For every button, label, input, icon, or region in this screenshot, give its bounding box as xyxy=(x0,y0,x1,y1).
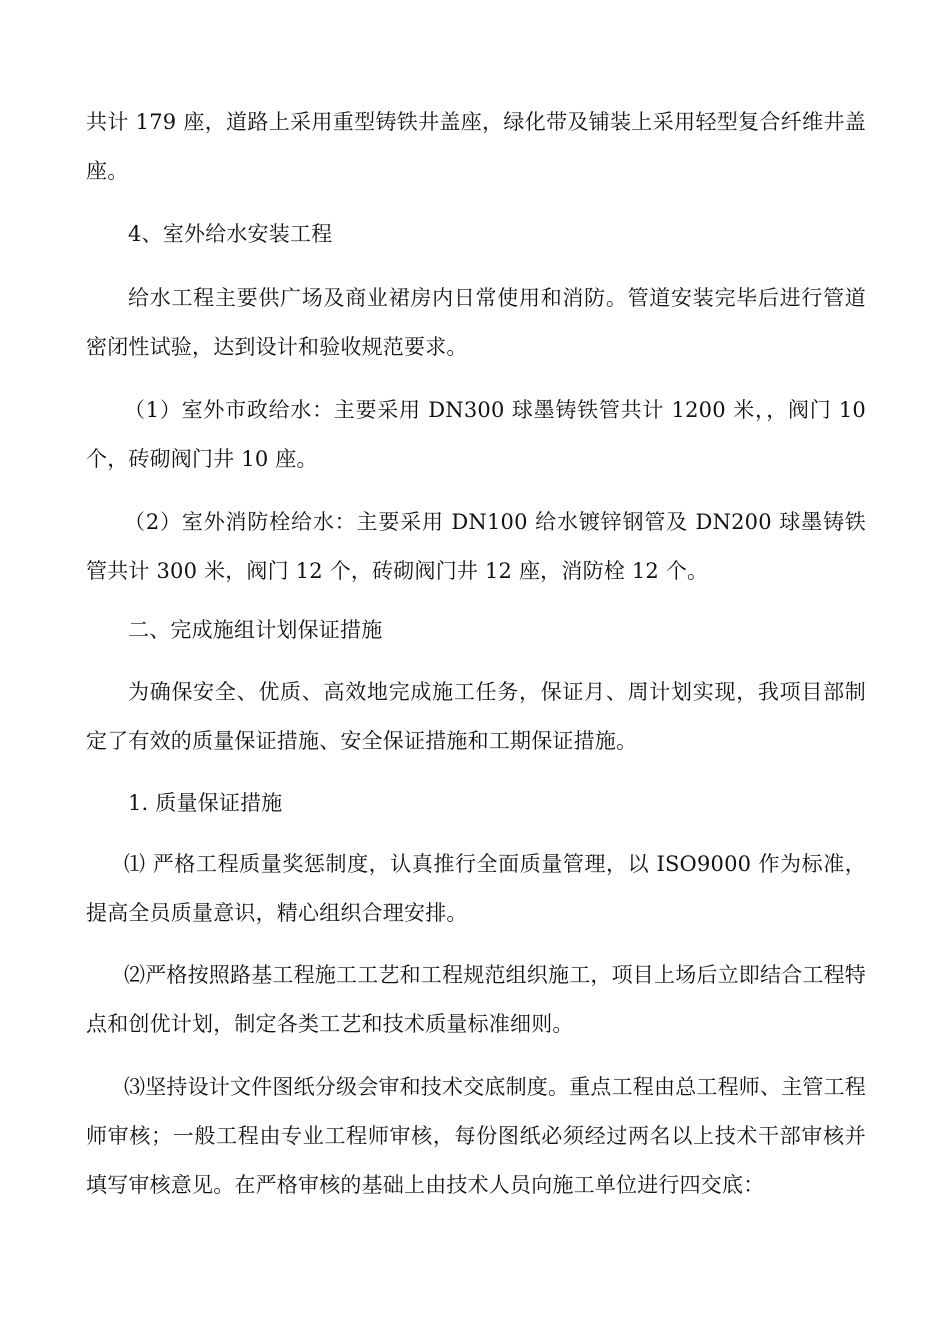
paragraph-fire-hydrant-water: （2）室外消防栓给水：主要采用 DN100 给水镀锌钢管及 DN200 球墨铸铁管共计 300 米，阀门 12 个，砖砌阀门井 12 座，消防栓 12 个。 xyxy=(86,510,866,583)
paragraph-manhole-covers: 共计 179 座，道路上采用重型铸铁井盖座，绿化带及铺装上采用轻型复合纤维井盖座。 xyxy=(86,110,866,183)
paragraph-quality-item-3: ⑶坚持设计文件图纸分级会审和技术交底制度。重点工程由总工程师、主管工程师审核；一般工程由专业工程师审核，每份图纸必须经过两名以上技术干部审核并填写审核意见。在严格审核的基础上由技术人员向施工单位进行四交底： xyxy=(86,1075,866,1197)
paragraph-quality-item-2: ⑵严格按照路基工程施工工艺和工程规范组织施工，项目上场后立即结合工程特点和创优计划，制定各类工艺和技术质量标准细则。 xyxy=(86,963,866,1036)
paragraph-quality-item-1: ⑴ 严格工程质量奖惩制度，认真推行全面质量管理，以 ISO9000 作为标准，提高全员质量意识，精心组织合理安排。 xyxy=(86,852,866,925)
section-heading-quality: 1. 质量保证措施 xyxy=(128,791,283,815)
paragraph-guarantee-intro: 为确保安全、优质、高效地完成施工任务，保证月、周计划实现，我项目部制定了有效的质量保证措施、安全保证措施和工期保证措施。 xyxy=(86,680,866,753)
section-heading-water-supply: 4、室外给水安装工程 xyxy=(128,222,333,246)
section-heading-plan-guarantee: 二、完成施组计划保证措施 xyxy=(128,618,383,642)
paragraph-municipal-water: （1）室外市政给水：主要采用 DN300 球墨铸铁管共计 1200 米，，阀门 10 个，砖砌阀门井 10 座。 xyxy=(86,398,866,471)
paragraph-water-supply-intro: 给水工程主要供广场及商业裙房内日常使用和消防。管道安装完毕后进行管道密闭性试验，达到设计和验收规范要求。 xyxy=(86,286,866,359)
